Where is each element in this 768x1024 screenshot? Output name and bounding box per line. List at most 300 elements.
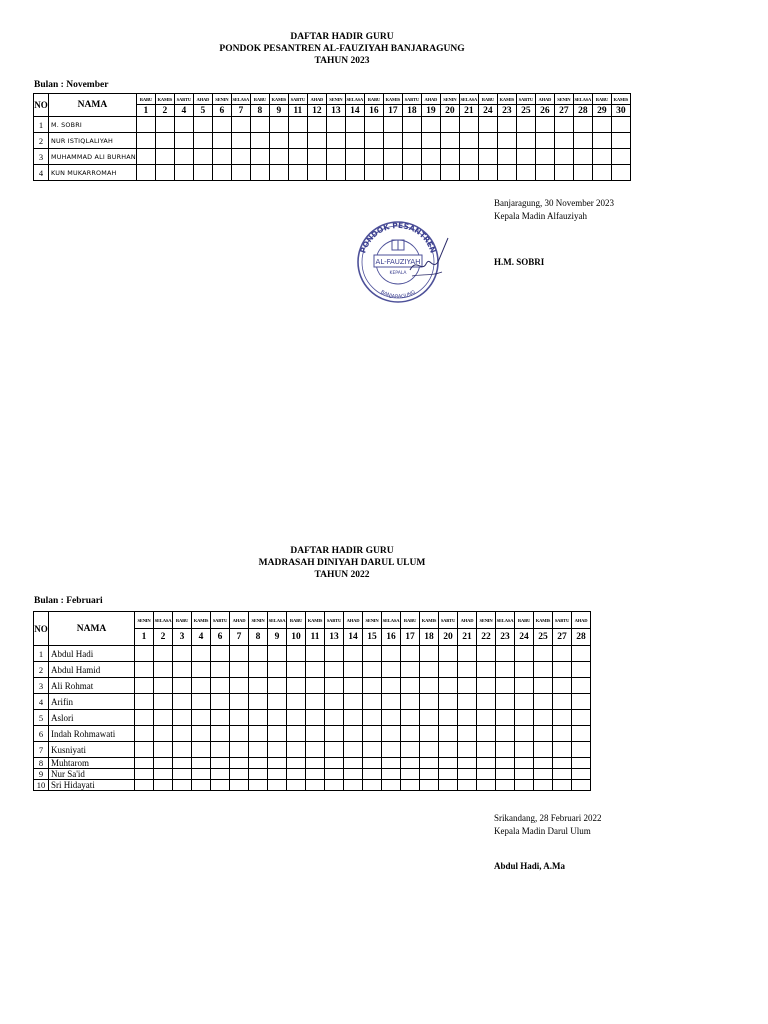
attendance-cell[interactable] bbox=[420, 662, 439, 678]
attendance-cell[interactable] bbox=[420, 646, 439, 662]
attendance-cell[interactable] bbox=[553, 710, 572, 726]
attendance-cell[interactable] bbox=[553, 646, 572, 662]
attendance-cell[interactable] bbox=[269, 149, 288, 165]
attendance-cell[interactable] bbox=[306, 742, 325, 758]
attendance-cell[interactable] bbox=[420, 694, 439, 710]
attendance-cell[interactable] bbox=[212, 165, 231, 181]
attendance-cell[interactable] bbox=[439, 646, 458, 662]
attendance-cell[interactable] bbox=[515, 710, 534, 726]
attendance-cell[interactable] bbox=[592, 133, 611, 149]
attendance-cell[interactable] bbox=[230, 662, 249, 678]
attendance-cell[interactable] bbox=[401, 726, 420, 742]
attendance-cell[interactable] bbox=[287, 769, 306, 780]
attendance-cell[interactable] bbox=[458, 780, 477, 791]
attendance-cell[interactable] bbox=[515, 678, 534, 694]
attendance-cell[interactable] bbox=[344, 758, 363, 769]
attendance-cell[interactable] bbox=[345, 149, 364, 165]
attendance-cell[interactable] bbox=[363, 694, 382, 710]
attendance-cell[interactable] bbox=[477, 710, 496, 726]
attendance-cell[interactable] bbox=[268, 758, 287, 769]
attendance-cell[interactable] bbox=[458, 678, 477, 694]
attendance-cell[interactable] bbox=[382, 646, 401, 662]
attendance-cell[interactable] bbox=[534, 694, 553, 710]
attendance-cell[interactable] bbox=[325, 662, 344, 678]
attendance-cell[interactable] bbox=[268, 646, 287, 662]
attendance-cell[interactable] bbox=[459, 133, 478, 149]
attendance-cell[interactable] bbox=[211, 710, 230, 726]
attendance-cell[interactable] bbox=[307, 165, 326, 181]
attendance-cell[interactable] bbox=[382, 758, 401, 769]
attendance-cell[interactable] bbox=[515, 758, 534, 769]
attendance-cell[interactable] bbox=[535, 149, 554, 165]
attendance-cell[interactable] bbox=[212, 133, 231, 149]
attendance-cell[interactable] bbox=[477, 758, 496, 769]
attendance-cell[interactable] bbox=[344, 726, 363, 742]
attendance-cell[interactable] bbox=[173, 758, 192, 769]
attendance-cell[interactable] bbox=[554, 149, 573, 165]
attendance-cell[interactable] bbox=[401, 780, 420, 791]
attendance-cell[interactable] bbox=[154, 646, 173, 662]
attendance-cell[interactable] bbox=[155, 165, 174, 181]
attendance-cell[interactable] bbox=[534, 780, 553, 791]
attendance-cell[interactable] bbox=[344, 694, 363, 710]
attendance-cell[interactable] bbox=[306, 769, 325, 780]
attendance-cell[interactable] bbox=[553, 678, 572, 694]
attendance-cell[interactable] bbox=[458, 662, 477, 678]
attendance-cell[interactable] bbox=[383, 133, 402, 149]
attendance-cell[interactable] bbox=[249, 646, 268, 662]
attendance-cell[interactable] bbox=[534, 662, 553, 678]
attendance-cell[interactable] bbox=[458, 646, 477, 662]
attendance-cell[interactable] bbox=[382, 742, 401, 758]
attendance-cell[interactable] bbox=[154, 769, 173, 780]
attendance-cell[interactable] bbox=[458, 710, 477, 726]
attendance-cell[interactable] bbox=[325, 646, 344, 662]
attendance-cell[interactable] bbox=[440, 165, 459, 181]
attendance-cell[interactable] bbox=[534, 710, 553, 726]
attendance-cell[interactable] bbox=[306, 726, 325, 742]
attendance-cell[interactable] bbox=[382, 780, 401, 791]
attendance-cell[interactable] bbox=[345, 165, 364, 181]
attendance-cell[interactable] bbox=[382, 694, 401, 710]
attendance-cell[interactable] bbox=[573, 165, 592, 181]
attendance-cell[interactable] bbox=[173, 694, 192, 710]
attendance-cell[interactable] bbox=[269, 133, 288, 149]
attendance-cell[interactable] bbox=[611, 149, 630, 165]
attendance-cell[interactable] bbox=[211, 742, 230, 758]
attendance-cell[interactable] bbox=[363, 780, 382, 791]
attendance-cell[interactable] bbox=[440, 133, 459, 149]
attendance-cell[interactable] bbox=[534, 758, 553, 769]
attendance-cell[interactable] bbox=[344, 710, 363, 726]
attendance-cell[interactable] bbox=[230, 710, 249, 726]
attendance-cell[interactable] bbox=[515, 694, 534, 710]
attendance-cell[interactable] bbox=[249, 742, 268, 758]
attendance-cell[interactable] bbox=[516, 133, 535, 149]
attendance-cell[interactable] bbox=[401, 694, 420, 710]
attendance-cell[interactable] bbox=[269, 165, 288, 181]
attendance-cell[interactable] bbox=[458, 758, 477, 769]
attendance-cell[interactable] bbox=[401, 769, 420, 780]
attendance-cell[interactable] bbox=[325, 742, 344, 758]
attendance-cell[interactable] bbox=[249, 662, 268, 678]
attendance-cell[interactable] bbox=[287, 678, 306, 694]
attendance-cell[interactable] bbox=[230, 646, 249, 662]
attendance-cell[interactable] bbox=[496, 780, 515, 791]
attendance-cell[interactable] bbox=[268, 726, 287, 742]
attendance-cell[interactable] bbox=[496, 742, 515, 758]
attendance-cell[interactable] bbox=[268, 662, 287, 678]
attendance-cell[interactable] bbox=[515, 646, 534, 662]
attendance-cell[interactable] bbox=[212, 149, 231, 165]
attendance-cell[interactable] bbox=[421, 117, 440, 133]
attendance-cell[interactable] bbox=[211, 726, 230, 742]
attendance-cell[interactable] bbox=[516, 117, 535, 133]
attendance-cell[interactable] bbox=[496, 726, 515, 742]
attendance-cell[interactable] bbox=[344, 769, 363, 780]
attendance-cell[interactable] bbox=[420, 678, 439, 694]
attendance-cell[interactable] bbox=[477, 662, 496, 678]
attendance-cell[interactable] bbox=[325, 710, 344, 726]
attendance-cell[interactable] bbox=[154, 678, 173, 694]
attendance-cell[interactable] bbox=[344, 742, 363, 758]
attendance-cell[interactable] bbox=[135, 758, 154, 769]
attendance-cell[interactable] bbox=[211, 646, 230, 662]
attendance-cell[interactable] bbox=[211, 780, 230, 791]
attendance-cell[interactable] bbox=[154, 710, 173, 726]
attendance-cell[interactable] bbox=[553, 662, 572, 678]
attendance-cell[interactable] bbox=[136, 165, 155, 181]
attendance-cell[interactable] bbox=[135, 694, 154, 710]
attendance-cell[interactable] bbox=[306, 710, 325, 726]
attendance-cell[interactable] bbox=[154, 694, 173, 710]
attendance-cell[interactable] bbox=[287, 710, 306, 726]
attendance-cell[interactable] bbox=[174, 117, 193, 133]
attendance-cell[interactable] bbox=[572, 646, 591, 662]
attendance-cell[interactable] bbox=[421, 165, 440, 181]
attendance-cell[interactable] bbox=[231, 117, 250, 133]
attendance-cell[interactable] bbox=[439, 694, 458, 710]
attendance-cell[interactable] bbox=[401, 646, 420, 662]
attendance-cell[interactable] bbox=[306, 780, 325, 791]
attendance-cell[interactable] bbox=[193, 165, 212, 181]
attendance-cell[interactable] bbox=[174, 165, 193, 181]
attendance-cell[interactable] bbox=[402, 133, 421, 149]
attendance-cell[interactable] bbox=[306, 662, 325, 678]
attendance-cell[interactable] bbox=[306, 694, 325, 710]
attendance-cell[interactable] bbox=[458, 769, 477, 780]
attendance-cell[interactable] bbox=[173, 646, 192, 662]
attendance-cell[interactable] bbox=[230, 780, 249, 791]
attendance-cell[interactable] bbox=[154, 662, 173, 678]
attendance-cell[interactable] bbox=[363, 710, 382, 726]
attendance-cell[interactable] bbox=[440, 149, 459, 165]
attendance-cell[interactable] bbox=[268, 678, 287, 694]
attendance-cell[interactable] bbox=[440, 117, 459, 133]
attendance-cell[interactable] bbox=[288, 117, 307, 133]
attendance-cell[interactable] bbox=[573, 149, 592, 165]
attendance-cell[interactable] bbox=[364, 117, 383, 133]
attendance-cell[interactable] bbox=[192, 726, 211, 742]
attendance-cell[interactable] bbox=[173, 769, 192, 780]
attendance-cell[interactable] bbox=[554, 117, 573, 133]
attendance-cell[interactable] bbox=[516, 149, 535, 165]
attendance-cell[interactable] bbox=[421, 133, 440, 149]
attendance-cell[interactable] bbox=[230, 769, 249, 780]
attendance-cell[interactable] bbox=[535, 117, 554, 133]
attendance-cell[interactable] bbox=[135, 769, 154, 780]
attendance-cell[interactable] bbox=[553, 694, 572, 710]
attendance-cell[interactable] bbox=[307, 117, 326, 133]
attendance-cell[interactable] bbox=[515, 769, 534, 780]
attendance-cell[interactable] bbox=[231, 149, 250, 165]
attendance-cell[interactable] bbox=[383, 165, 402, 181]
attendance-cell[interactable] bbox=[363, 662, 382, 678]
attendance-cell[interactable] bbox=[345, 117, 364, 133]
attendance-cell[interactable] bbox=[230, 758, 249, 769]
attendance-cell[interactable] bbox=[211, 678, 230, 694]
attendance-cell[interactable] bbox=[307, 149, 326, 165]
attendance-cell[interactable] bbox=[363, 769, 382, 780]
attendance-cell[interactable] bbox=[382, 710, 401, 726]
attendance-cell[interactable] bbox=[553, 726, 572, 742]
attendance-cell[interactable] bbox=[572, 769, 591, 780]
attendance-cell[interactable] bbox=[325, 758, 344, 769]
attendance-cell[interactable] bbox=[250, 165, 269, 181]
attendance-cell[interactable] bbox=[288, 133, 307, 149]
attendance-cell[interactable] bbox=[326, 133, 345, 149]
attendance-cell[interactable] bbox=[459, 165, 478, 181]
attendance-cell[interactable] bbox=[192, 742, 211, 758]
attendance-cell[interactable] bbox=[174, 133, 193, 149]
attendance-cell[interactable] bbox=[307, 133, 326, 149]
attendance-cell[interactable] bbox=[554, 133, 573, 149]
attendance-cell[interactable] bbox=[402, 149, 421, 165]
attendance-cell[interactable] bbox=[477, 678, 496, 694]
attendance-cell[interactable] bbox=[193, 149, 212, 165]
attendance-cell[interactable] bbox=[344, 646, 363, 662]
attendance-cell[interactable] bbox=[573, 133, 592, 149]
attendance-cell[interactable] bbox=[173, 710, 192, 726]
attendance-cell[interactable] bbox=[249, 694, 268, 710]
attendance-cell[interactable] bbox=[287, 694, 306, 710]
attendance-cell[interactable] bbox=[211, 694, 230, 710]
attendance-cell[interactable] bbox=[288, 165, 307, 181]
attendance-cell[interactable] bbox=[497, 165, 516, 181]
attendance-cell[interactable] bbox=[268, 694, 287, 710]
attendance-cell[interactable] bbox=[287, 780, 306, 791]
attendance-cell[interactable] bbox=[363, 758, 382, 769]
attendance-cell[interactable] bbox=[211, 769, 230, 780]
attendance-cell[interactable] bbox=[420, 758, 439, 769]
attendance-cell[interactable] bbox=[135, 678, 154, 694]
attendance-cell[interactable] bbox=[572, 780, 591, 791]
attendance-cell[interactable] bbox=[250, 149, 269, 165]
attendance-cell[interactable] bbox=[249, 780, 268, 791]
attendance-cell[interactable] bbox=[135, 710, 154, 726]
attendance-cell[interactable] bbox=[250, 117, 269, 133]
attendance-cell[interactable] bbox=[231, 133, 250, 149]
attendance-cell[interactable] bbox=[325, 769, 344, 780]
attendance-cell[interactable] bbox=[173, 726, 192, 742]
attendance-cell[interactable] bbox=[515, 726, 534, 742]
attendance-cell[interactable] bbox=[364, 133, 383, 149]
attendance-cell[interactable] bbox=[572, 742, 591, 758]
attendance-cell[interactable] bbox=[268, 780, 287, 791]
attendance-cell[interactable] bbox=[192, 694, 211, 710]
attendance-cell[interactable] bbox=[439, 726, 458, 742]
attendance-cell[interactable] bbox=[193, 117, 212, 133]
attendance-cell[interactable] bbox=[592, 149, 611, 165]
attendance-cell[interactable] bbox=[402, 165, 421, 181]
attendance-cell[interactable] bbox=[306, 758, 325, 769]
attendance-cell[interactable] bbox=[611, 133, 630, 149]
attendance-cell[interactable] bbox=[230, 726, 249, 742]
attendance-cell[interactable] bbox=[287, 742, 306, 758]
attendance-cell[interactable] bbox=[363, 726, 382, 742]
attendance-cell[interactable] bbox=[477, 694, 496, 710]
attendance-cell[interactable] bbox=[136, 149, 155, 165]
attendance-cell[interactable] bbox=[326, 149, 345, 165]
attendance-cell[interactable] bbox=[154, 726, 173, 742]
attendance-cell[interactable] bbox=[135, 646, 154, 662]
attendance-cell[interactable] bbox=[439, 769, 458, 780]
attendance-cell[interactable] bbox=[421, 149, 440, 165]
attendance-cell[interactable] bbox=[516, 165, 535, 181]
attendance-cell[interactable] bbox=[268, 769, 287, 780]
attendance-cell[interactable] bbox=[497, 149, 516, 165]
attendance-cell[interactable] bbox=[363, 742, 382, 758]
attendance-cell[interactable] bbox=[154, 742, 173, 758]
attendance-cell[interactable] bbox=[534, 742, 553, 758]
attendance-cell[interactable] bbox=[364, 149, 383, 165]
attendance-cell[interactable] bbox=[173, 742, 192, 758]
attendance-cell[interactable] bbox=[420, 769, 439, 780]
attendance-cell[interactable] bbox=[230, 742, 249, 758]
attendance-cell[interactable] bbox=[496, 769, 515, 780]
attendance-cell[interactable] bbox=[534, 769, 553, 780]
attendance-cell[interactable] bbox=[344, 678, 363, 694]
attendance-cell[interactable] bbox=[192, 758, 211, 769]
attendance-cell[interactable] bbox=[459, 117, 478, 133]
attendance-cell[interactable] bbox=[135, 780, 154, 791]
attendance-cell[interactable] bbox=[496, 710, 515, 726]
attendance-cell[interactable] bbox=[420, 726, 439, 742]
attendance-cell[interactable] bbox=[193, 133, 212, 149]
attendance-cell[interactable] bbox=[572, 758, 591, 769]
attendance-cell[interactable] bbox=[383, 149, 402, 165]
attendance-cell[interactable] bbox=[478, 149, 497, 165]
attendance-cell[interactable] bbox=[420, 780, 439, 791]
attendance-cell[interactable] bbox=[287, 726, 306, 742]
attendance-cell[interactable] bbox=[345, 133, 364, 149]
attendance-cell[interactable] bbox=[382, 662, 401, 678]
attendance-cell[interactable] bbox=[211, 662, 230, 678]
attendance-cell[interactable] bbox=[401, 710, 420, 726]
attendance-cell[interactable] bbox=[363, 678, 382, 694]
attendance-cell[interactable] bbox=[325, 780, 344, 791]
attendance-cell[interactable] bbox=[287, 758, 306, 769]
attendance-cell[interactable] bbox=[249, 758, 268, 769]
attendance-cell[interactable] bbox=[572, 726, 591, 742]
attendance-cell[interactable] bbox=[458, 726, 477, 742]
attendance-cell[interactable] bbox=[439, 780, 458, 791]
attendance-cell[interactable] bbox=[401, 742, 420, 758]
attendance-cell[interactable] bbox=[325, 694, 344, 710]
attendance-cell[interactable] bbox=[497, 133, 516, 149]
attendance-cell[interactable] bbox=[344, 780, 363, 791]
attendance-cell[interactable] bbox=[477, 726, 496, 742]
attendance-cell[interactable] bbox=[553, 742, 572, 758]
attendance-cell[interactable] bbox=[326, 117, 345, 133]
attendance-cell[interactable] bbox=[572, 710, 591, 726]
attendance-cell[interactable] bbox=[231, 165, 250, 181]
attendance-cell[interactable] bbox=[477, 769, 496, 780]
attendance-cell[interactable] bbox=[230, 678, 249, 694]
attendance-cell[interactable] bbox=[287, 662, 306, 678]
attendance-cell[interactable] bbox=[249, 726, 268, 742]
attendance-cell[interactable] bbox=[192, 710, 211, 726]
attendance-cell[interactable] bbox=[553, 780, 572, 791]
attendance-cell[interactable] bbox=[496, 678, 515, 694]
attendance-cell[interactable] bbox=[173, 780, 192, 791]
attendance-cell[interactable] bbox=[458, 742, 477, 758]
attendance-cell[interactable] bbox=[269, 117, 288, 133]
attendance-cell[interactable] bbox=[592, 117, 611, 133]
attendance-cell[interactable] bbox=[136, 133, 155, 149]
attendance-cell[interactable] bbox=[154, 758, 173, 769]
attendance-cell[interactable] bbox=[382, 769, 401, 780]
attendance-cell[interactable] bbox=[344, 662, 363, 678]
attendance-cell[interactable] bbox=[192, 646, 211, 662]
attendance-cell[interactable] bbox=[553, 758, 572, 769]
attendance-cell[interactable] bbox=[459, 149, 478, 165]
attendance-cell[interactable] bbox=[154, 780, 173, 791]
attendance-cell[interactable] bbox=[135, 726, 154, 742]
attendance-cell[interactable] bbox=[592, 165, 611, 181]
attendance-cell[interactable] bbox=[572, 694, 591, 710]
attendance-cell[interactable] bbox=[136, 117, 155, 133]
attendance-cell[interactable] bbox=[249, 678, 268, 694]
attendance-cell[interactable] bbox=[192, 678, 211, 694]
attendance-cell[interactable] bbox=[325, 726, 344, 742]
attendance-cell[interactable] bbox=[439, 710, 458, 726]
attendance-cell[interactable] bbox=[477, 742, 496, 758]
attendance-cell[interactable] bbox=[230, 694, 249, 710]
attendance-cell[interactable] bbox=[155, 149, 174, 165]
attendance-cell[interactable] bbox=[553, 769, 572, 780]
attendance-cell[interactable] bbox=[287, 646, 306, 662]
attendance-cell[interactable] bbox=[250, 133, 269, 149]
attendance-cell[interactable] bbox=[155, 133, 174, 149]
attendance-cell[interactable] bbox=[458, 694, 477, 710]
attendance-cell[interactable] bbox=[401, 678, 420, 694]
attendance-cell[interactable] bbox=[572, 678, 591, 694]
attendance-cell[interactable] bbox=[439, 742, 458, 758]
attendance-cell[interactable] bbox=[363, 646, 382, 662]
attendance-cell[interactable] bbox=[496, 662, 515, 678]
attendance-cell[interactable] bbox=[135, 742, 154, 758]
attendance-cell[interactable] bbox=[268, 710, 287, 726]
attendance-cell[interactable] bbox=[382, 678, 401, 694]
attendance-cell[interactable] bbox=[325, 678, 344, 694]
attendance-cell[interactable] bbox=[173, 678, 192, 694]
attendance-cell[interactable] bbox=[496, 694, 515, 710]
attendance-cell[interactable] bbox=[382, 726, 401, 742]
attendance-cell[interactable] bbox=[420, 710, 439, 726]
attendance-cell[interactable] bbox=[192, 769, 211, 780]
attendance-cell[interactable] bbox=[497, 117, 516, 133]
